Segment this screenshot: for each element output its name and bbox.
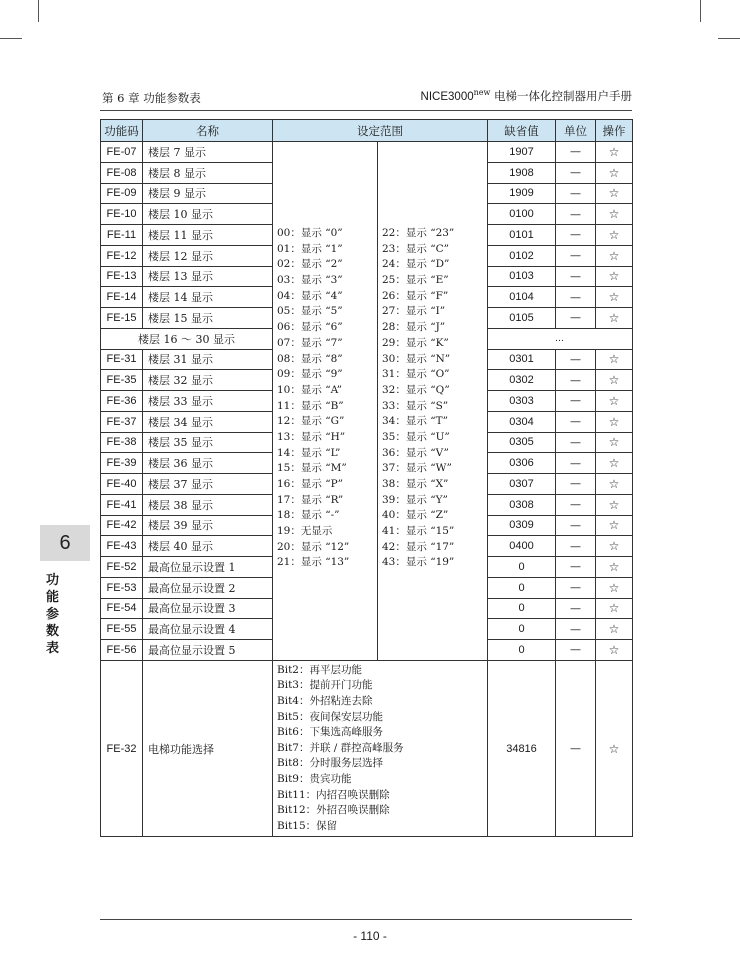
- param-code: FE-37: [101, 411, 143, 432]
- side-label-char: 数: [45, 624, 59, 639]
- default-value: 0: [488, 598, 556, 619]
- operation-mark: ☆: [596, 391, 633, 412]
- bit-entry: Bit3：提前开门功能: [277, 679, 373, 692]
- param-name: 最高位显示设置 4: [143, 619, 273, 640]
- param-code: FE-42: [101, 515, 143, 536]
- unit-value: —: [556, 557, 596, 578]
- crop-mark: [38, 0, 39, 22]
- range-entry: 29：显示 “K”: [382, 336, 449, 349]
- crop-mark: [718, 38, 740, 39]
- gap-row-ellipsis: …: [488, 328, 633, 349]
- table-row: [101, 142, 633, 163]
- unit-value: —: [556, 287, 596, 308]
- operation-mark: ☆: [596, 266, 633, 287]
- gap-row-name: 楼层 16 ～ 30 显示: [101, 328, 273, 349]
- bit-entry: Bit6：下集选高峰服务: [277, 726, 383, 739]
- table-row: [101, 660, 633, 837]
- range-entry: 42：显示 “17”: [382, 540, 455, 553]
- param-code: FE-56: [101, 640, 143, 661]
- default-value: 0: [488, 640, 556, 661]
- param-code: FE-14: [101, 287, 143, 308]
- range-entry: 43：显示 “19”: [382, 556, 455, 569]
- default-value: 1908: [488, 162, 556, 183]
- param-name: 最高位显示设置 2: [143, 577, 273, 598]
- range-entry: 18：显示 “-”: [277, 509, 340, 522]
- param-code: FE-43: [101, 536, 143, 557]
- range-entry: 20：显示 “12”: [277, 540, 350, 553]
- range-entry: 33：显示 “S”: [382, 399, 449, 412]
- operation-mark: ☆: [596, 474, 633, 495]
- param-name: 楼层 7 显示: [143, 142, 273, 163]
- chapter-side-label: [40, 572, 65, 657]
- range-entry: 06：显示 “6”: [277, 321, 343, 334]
- bit-entry: Bit9：贵宾功能: [277, 772, 352, 785]
- default-value: 0102: [488, 245, 556, 266]
- range-entry: 15：显示 “M”: [277, 462, 347, 475]
- param-name: 楼层 10 显示: [143, 204, 273, 225]
- range-entry: 23：显示 “C”: [382, 242, 449, 255]
- unit-value: —: [556, 453, 596, 474]
- operation-mark: ☆: [596, 308, 633, 329]
- range-entry: 31：显示 “O”: [382, 368, 450, 381]
- default-value: 0: [488, 557, 556, 578]
- range-entry: 26：显示 “F”: [382, 289, 449, 302]
- unit-value: —: [556, 494, 596, 515]
- param-code: FE-08: [101, 162, 143, 183]
- operation-mark: ☆: [596, 183, 633, 204]
- range-entry: 03：显示 “3”: [277, 274, 343, 287]
- range-entry: 21：显示 “13”: [277, 556, 350, 569]
- default-value: 1909: [488, 183, 556, 204]
- param-name: 最高位显示设置 3: [143, 598, 273, 619]
- range-entry: 14：显示 “L”: [277, 446, 341, 459]
- col-header-op: 操作: [596, 120, 633, 142]
- param-name: 楼层 9 显示: [143, 183, 273, 204]
- operation-mark: ☆: [596, 370, 633, 391]
- param-code: FE-31: [101, 349, 143, 370]
- param-name: 楼层 14 显示: [143, 287, 273, 308]
- param-name: 最高位显示设置 5: [143, 640, 273, 661]
- range-entry: 04：显示 “4”: [277, 289, 343, 302]
- unit-value: —: [556, 245, 596, 266]
- unit-value: —: [556, 225, 596, 246]
- operation-mark: ☆: [596, 660, 633, 837]
- default-value: 0307: [488, 474, 556, 495]
- range-entry: 13：显示 “H”: [277, 430, 346, 443]
- model-superscript: new: [473, 88, 491, 98]
- param-code: FE-54: [101, 598, 143, 619]
- operation-mark: ☆: [596, 494, 633, 515]
- range-entry: 05：显示 “5”: [277, 305, 343, 318]
- default-value: 0: [488, 619, 556, 640]
- model-name: NICE3000: [420, 91, 474, 103]
- param-code: FE-40: [101, 474, 143, 495]
- param-code: FE-32: [101, 660, 143, 837]
- side-label-char: 能: [45, 590, 59, 605]
- range-entry: 28：显示 “J”: [382, 321, 446, 334]
- range-entry: 34：显示 “T”: [382, 415, 448, 428]
- param-name: 最高位显示设置 1: [143, 557, 273, 578]
- unit-value: —: [556, 474, 596, 495]
- range-entry: 24：显示 “D”: [382, 258, 450, 271]
- param-name: 电梯功能选择: [143, 660, 273, 837]
- param-name: 楼层 40 显示: [143, 536, 273, 557]
- range-entry: 22：显示 “23”: [382, 227, 455, 239]
- param-code: FE-39: [101, 453, 143, 474]
- unit-value: —: [556, 370, 596, 391]
- range-entry: 25：显示 “E”: [382, 274, 449, 287]
- operation-mark: ☆: [596, 411, 633, 432]
- range-entry: 12：显示 “G”: [277, 415, 345, 428]
- param-name: 楼层 31 显示: [143, 349, 273, 370]
- manual-title: [421, 88, 632, 104]
- param-code: FE-07: [101, 142, 143, 163]
- operation-mark: ☆: [596, 142, 633, 163]
- bit-entry: Bit11：内招召唤误删除: [277, 788, 390, 801]
- unit-value: —: [556, 349, 596, 370]
- param-code: FE-35: [101, 370, 143, 391]
- default-value: 0304: [488, 411, 556, 432]
- operation-mark: ☆: [596, 287, 633, 308]
- default-value: 0: [488, 577, 556, 598]
- unit-value: —: [556, 183, 596, 204]
- footer-divider: [100, 919, 632, 920]
- col-header-code: 功能码: [101, 120, 143, 142]
- range-entry: 32：显示 “Q”: [382, 383, 450, 396]
- unit-value: —: [556, 515, 596, 536]
- col-header-name: 名称: [143, 120, 273, 142]
- param-name: 楼层 12 显示: [143, 245, 273, 266]
- range-entry: 30：显示 “N”: [382, 352, 451, 365]
- param-name: 楼层 37 显示: [143, 474, 273, 495]
- param-code: FE-52: [101, 557, 143, 578]
- param-code: FE-41: [101, 494, 143, 515]
- col-header-unit: 单位: [556, 120, 596, 142]
- col-header-range: 设定范围: [273, 120, 488, 142]
- range-entry: 19：无显示: [277, 525, 333, 538]
- unit-value: —: [556, 640, 596, 661]
- side-label-char: 表: [45, 641, 59, 656]
- param-code: FE-10: [101, 204, 143, 225]
- default-value: 0104: [488, 287, 556, 308]
- operation-mark: ☆: [596, 453, 633, 474]
- unit-value: —: [556, 411, 596, 432]
- operation-mark: ☆: [596, 640, 633, 661]
- operation-mark: ☆: [596, 536, 633, 557]
- default-value: 0100: [488, 204, 556, 225]
- function-bit-list: [273, 660, 488, 837]
- bit-entry: Bit4：外招粘连去除: [277, 694, 373, 707]
- default-value: 1907: [488, 142, 556, 163]
- range-entry: 17：显示 “R”: [277, 493, 344, 506]
- range-entry: 02：显示 “2”: [277, 258, 343, 271]
- manual-title-text: 电梯一体化控制器用户手册: [490, 89, 632, 103]
- bit-entry: Bit12：外招召唤误删除: [277, 804, 390, 817]
- unit-value: —: [556, 660, 596, 837]
- bit-entry: Bit7：并联 / 群控高峰服务: [277, 741, 404, 754]
- unit-value: —: [556, 577, 596, 598]
- col-header-default: 缺省值: [488, 120, 556, 142]
- default-value: 0305: [488, 432, 556, 453]
- unit-value: —: [556, 598, 596, 619]
- default-value: 0400: [488, 536, 556, 557]
- range-entry: 39：显示 “Y”: [382, 493, 448, 506]
- default-value: 34816: [488, 660, 556, 837]
- param-code: FE-11: [101, 225, 143, 246]
- range-entry: 36：显示 “V”: [382, 446, 449, 459]
- param-name: 楼层 33 显示: [143, 391, 273, 412]
- default-value: 0302: [488, 370, 556, 391]
- param-name: 楼层 38 显示: [143, 494, 273, 515]
- page-number: - 110 -: [353, 929, 387, 943]
- side-label-char: 功: [45, 573, 59, 588]
- bit-entry: Bit8：分时服务层选择: [277, 757, 383, 770]
- unit-value: —: [556, 266, 596, 287]
- operation-mark: ☆: [596, 619, 633, 640]
- operation-mark: ☆: [596, 598, 633, 619]
- operation-mark: ☆: [596, 162, 633, 183]
- bit-entry: Bit5：夜间保安层功能: [277, 710, 383, 723]
- param-code: FE-55: [101, 619, 143, 640]
- range-entry: 27：显示 “I”: [382, 305, 446, 318]
- range-entry: 38：显示 “X”: [382, 478, 449, 490]
- range-right-column: [378, 142, 488, 661]
- operation-mark: ☆: [596, 245, 633, 266]
- param-name: 楼层 34 显示: [143, 411, 273, 432]
- default-value: 0309: [488, 515, 556, 536]
- default-value: 0105: [488, 308, 556, 329]
- param-code: FE-09: [101, 183, 143, 204]
- param-name: 楼层 36 显示: [143, 453, 273, 474]
- range-left-column: [273, 142, 378, 661]
- param-name: 楼层 15 显示: [143, 308, 273, 329]
- unit-value: —: [556, 308, 596, 329]
- operation-mark: ☆: [596, 349, 633, 370]
- default-value: 0103: [488, 266, 556, 287]
- param-name: 楼层 8 显示: [143, 162, 273, 183]
- range-entry: 41：显示 “15”: [382, 525, 455, 538]
- unit-value: —: [556, 619, 596, 640]
- param-code: FE-38: [101, 432, 143, 453]
- chapter-tab: 6: [40, 525, 90, 561]
- operation-mark: ☆: [596, 225, 633, 246]
- unit-value: —: [556, 536, 596, 557]
- param-name: 楼层 11 显示: [143, 225, 273, 246]
- param-code: FE-15: [101, 308, 143, 329]
- param-name: 楼层 39 显示: [143, 515, 273, 536]
- default-value: 0101: [488, 225, 556, 246]
- crop-mark: [0, 38, 22, 39]
- unit-value: —: [556, 162, 596, 183]
- default-value: 0301: [488, 349, 556, 370]
- range-entry: 10：显示 “A”: [277, 383, 342, 396]
- operation-mark: ☆: [596, 204, 633, 225]
- param-code: FE-53: [101, 577, 143, 598]
- range-entry: 08：显示 “8”: [277, 352, 343, 365]
- range-entry: 01：显示 “1”: [277, 242, 343, 255]
- operation-mark: ☆: [596, 557, 633, 578]
- bit-entry: Bit15：保留: [277, 819, 338, 832]
- param-code: FE-12: [101, 245, 143, 266]
- param-code: FE-36: [101, 391, 143, 412]
- range-entry: 40：显示 “Z”: [382, 509, 449, 522]
- operation-mark: ☆: [596, 577, 633, 598]
- unit-value: —: [556, 142, 596, 163]
- param-name: 楼层 32 显示: [143, 370, 273, 391]
- param-name: 楼层 13 显示: [143, 266, 273, 287]
- crop-mark: [700, 0, 701, 22]
- range-entry: 11：显示 “B”: [277, 399, 344, 412]
- range-entry: 16：显示 “P”: [277, 478, 343, 490]
- unit-value: —: [556, 432, 596, 453]
- chapter-title: 第 6 章 功能参数表: [102, 91, 201, 105]
- unit-value: —: [556, 391, 596, 412]
- unit-value: —: [556, 204, 596, 225]
- bit-entry: Bit2：再平层功能: [277, 663, 362, 676]
- default-value: 0308: [488, 494, 556, 515]
- range-entry: 35：显示 “U”: [382, 430, 450, 443]
- range-entry: 09：显示 “9”: [277, 368, 343, 381]
- side-label-char: 参: [45, 607, 59, 622]
- param-code: FE-13: [101, 266, 143, 287]
- header-divider: [100, 110, 632, 111]
- parameter-table: [100, 119, 633, 837]
- operation-mark: ☆: [596, 432, 633, 453]
- default-value: 0306: [488, 453, 556, 474]
- param-name: 楼层 35 显示: [143, 432, 273, 453]
- default-value: 0303: [488, 391, 556, 412]
- range-entry: 07：显示 “7”: [277, 336, 343, 349]
- range-entry: 37：显示 “W”: [382, 462, 452, 475]
- operation-mark: ☆: [596, 515, 633, 536]
- table-header-row: [101, 120, 633, 142]
- range-entry: 00：显示 “0”: [277, 227, 343, 239]
